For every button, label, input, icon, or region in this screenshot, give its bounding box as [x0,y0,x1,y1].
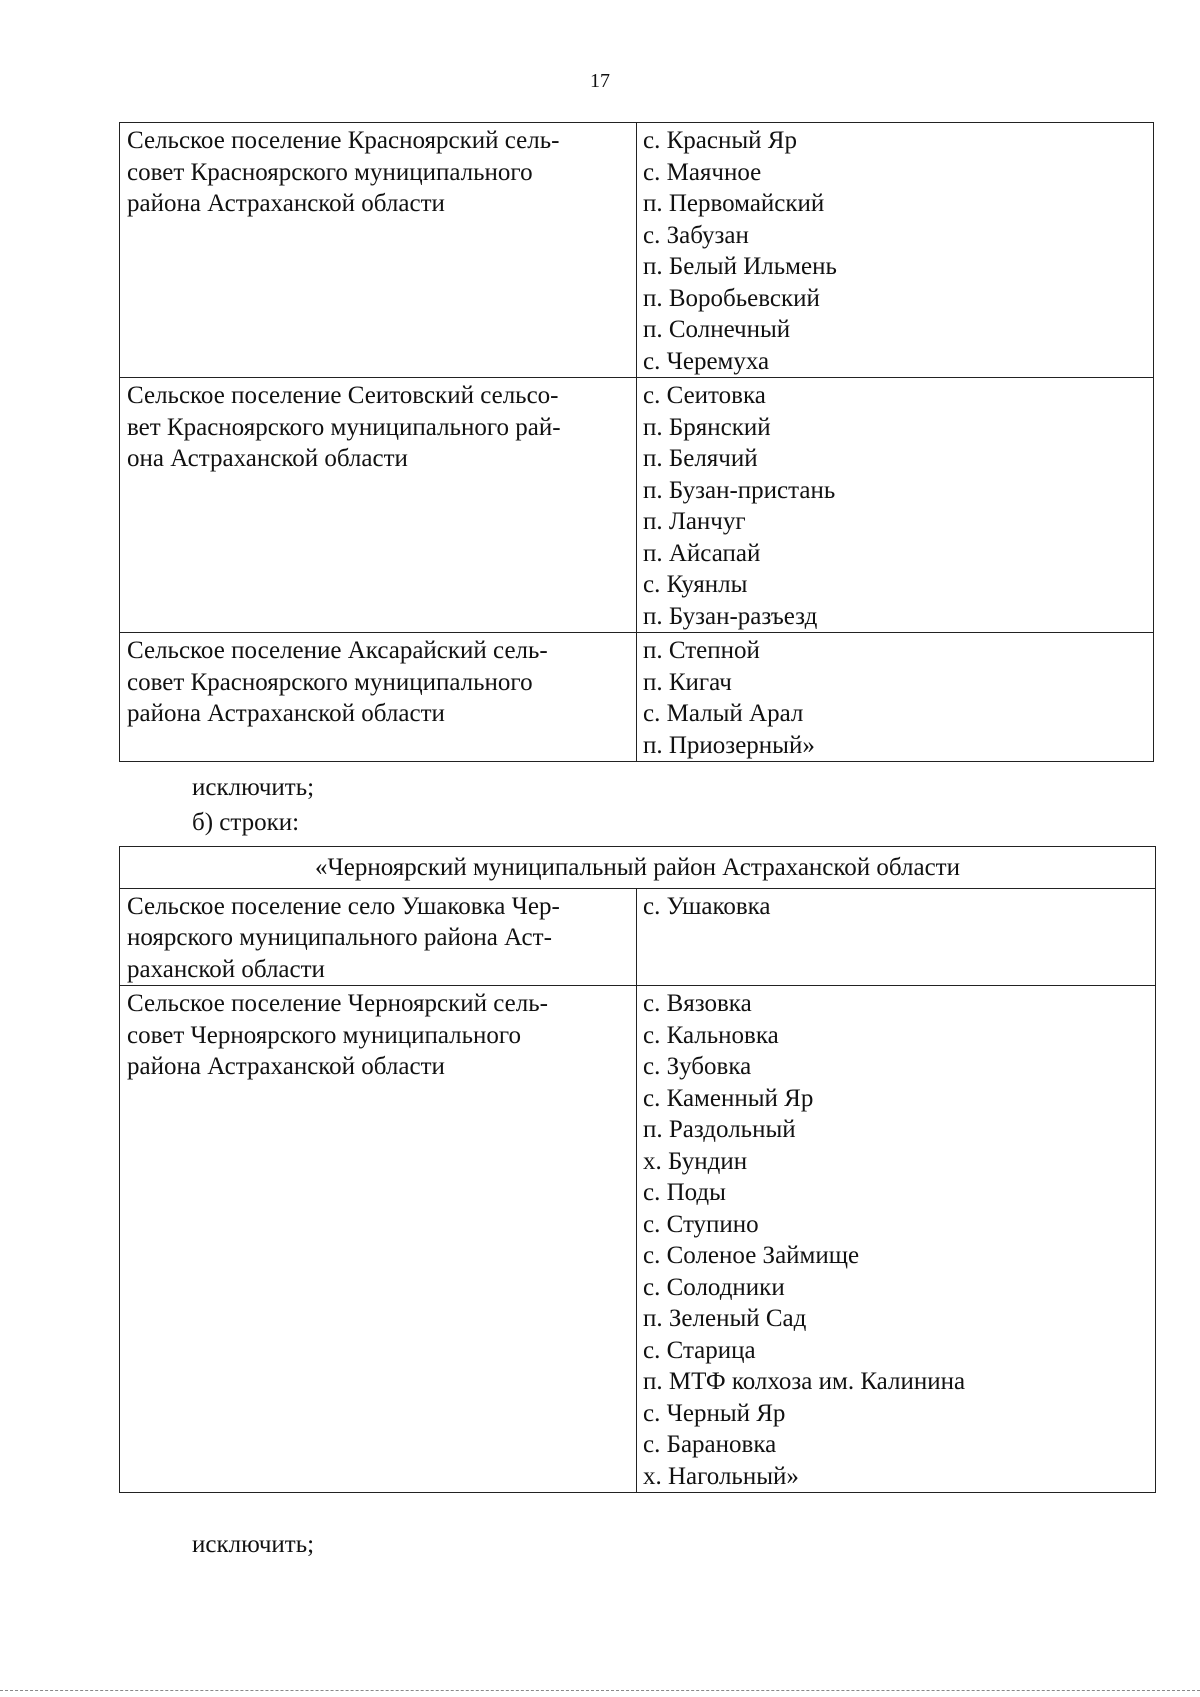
settlement-name-line: района Астраханской области [127,1053,445,1080]
rows-b-heading: б) строки: [192,809,300,836]
settlements-list-cell [637,888,1156,986]
settlement-name-line: района Астраханской области [127,700,445,727]
settlement-item: п. Воробьевский [643,284,820,312]
district-header: «Черноярский муниципальный район Астраханской области [120,847,1156,889]
settlement-item: п. Айсапай [643,539,761,567]
settlement-name-cell [120,378,637,633]
settlement-item: с. Зубовка [643,1053,752,1080]
settlement-item: с. Черемуха [643,347,770,375]
settlement-item: с. Кальновка [643,1021,779,1049]
settlements-list-cell [637,123,1154,378]
settlement-name-line: Сельское поселение Сеитовский сельсо- [127,382,559,409]
settlement-name-line: совет Красноярского муниципального [127,668,533,696]
settlement-name-line: Сельское поселение Черноярский сель- [127,990,548,1017]
settlements-list-cell [637,378,1154,633]
settlement-item: с. Ушаковка [643,892,771,920]
settlement-item: с. Вязовка [643,990,752,1017]
settlement-item: п. Бузан-пристань [643,476,836,504]
settlement-item: п. Приозерный» [643,731,815,759]
settlement-name-line: Сельское поселение Аксарайский сель- [127,637,548,664]
settlement-name-line: вет Красноярского муниципального рай- [127,413,561,441]
settlement-name-cell [120,123,637,378]
settlements-list-cell [637,633,1154,762]
settlement-item: п. Ланчуг [643,508,746,535]
table-row [120,378,1154,633]
settlement-name-line: Сельское поселение село Ушаковка Чер- [127,892,560,920]
settlement-item: п. Брянский [643,413,771,441]
settlement-name-line: она Астраханской области [127,445,408,472]
settlement-item: х. Бундин [643,1147,748,1175]
settlement-item: с. Черный Яр [643,1399,786,1427]
settlement-name-line: совет Черноярского муниципального [127,1021,522,1049]
settlement-item: с. Малый Арал [643,700,804,727]
settlement-item: с. Солодники [643,1273,785,1301]
settlement-item: с. Барановка [643,1431,777,1458]
settlement-item: с. Каменный Яр [643,1084,814,1112]
settlement-item: п. МТФ колхоза им. Калинина [643,1368,966,1395]
exclude-text-2: исключить; [192,1531,315,1558]
settlement-item: п. Первомайский [643,190,825,217]
settlement-name-line: ноярского муниципального района Аст- [127,924,552,951]
settlement-item: с. Ступино [643,1210,759,1238]
settlements-list-cell [637,986,1156,1493]
settlement-name-cell [120,633,637,762]
page-bottom-rule [0,1690,1200,1691]
settlement-name-cell [120,986,637,1493]
settlement-name-line: совет Красноярского муниципального [127,158,533,186]
exclude-text-1: исключить; [192,774,315,801]
settlement-item: с. Старица [643,1336,756,1364]
table-row [120,986,1156,1493]
table-row [120,633,1154,762]
settlement-item: п. Зеленый Сад [643,1305,807,1332]
settlement-name-line: раханской области [127,955,325,983]
settlements-table-chernoyarsky [119,846,1156,1493]
settlement-item: с. Соленое Займище [643,1242,860,1269]
settlement-item: с. Куянлы [643,571,748,598]
table-row [120,123,1154,378]
settlement-item: с. Поды [643,1179,726,1206]
settlement-item: п. Раздольный [643,1116,796,1143]
page-number: 17 [590,70,610,92]
settlement-item: с. Забузан [643,221,749,249]
table-header-row [120,847,1156,889]
table-row [120,888,1156,986]
settlement-item: п. Кигач [643,668,732,696]
settlement-item: п. Степной [643,637,760,664]
settlement-item: п. Белячий [643,445,758,472]
settlement-item: с. Сеитовка [643,382,766,409]
settlement-item: п. Солнечный [643,316,791,343]
settlement-item: с. Красный Яр [643,127,797,154]
settlement-item: х. Нагольный» [643,1462,799,1490]
settlement-item: п. Бузан-разъезд [643,602,818,630]
settlements-table-krasnoyarsky [119,122,1154,762]
settlement-name-line: района Астраханской области [127,190,445,217]
settlement-name-line: Сельское поселение Красноярский сель- [127,127,560,154]
settlement-item: п. Белый Ильмень [643,253,837,280]
settlement-item: с. Маячное [643,158,762,186]
settlement-name-cell [120,888,637,986]
